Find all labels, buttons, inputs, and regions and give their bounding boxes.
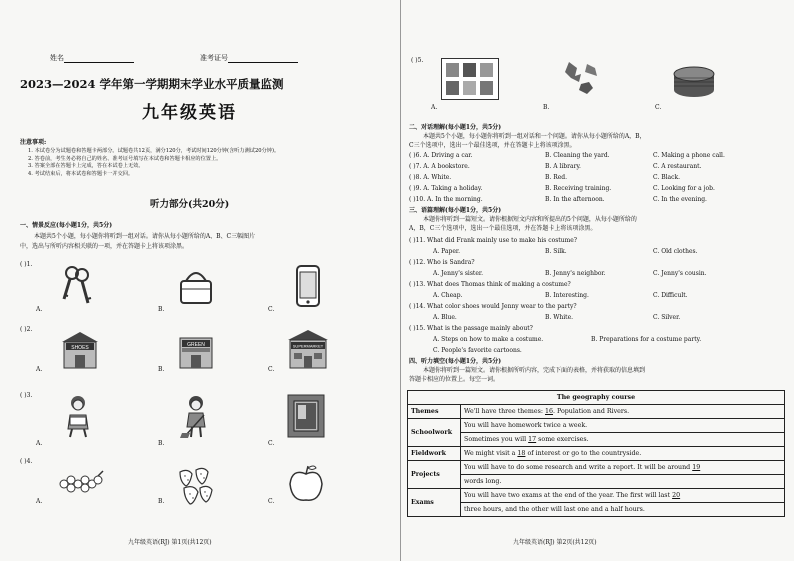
strawberries-icon bbox=[174, 462, 218, 506]
question-stem: ( )15. What is the passage mainly about? bbox=[409, 325, 533, 332]
option-label: A. bbox=[36, 306, 43, 313]
option-a: A. Blue. bbox=[433, 314, 457, 321]
page-footer: 九年级英语(RJ) 第1页(共12页) bbox=[128, 539, 212, 546]
name-line bbox=[64, 54, 134, 63]
section1-instruction: 本题共5个小题，每小题你将听到一组对话。请你从每小题所给的A、B、C三幅图片 bbox=[34, 233, 256, 240]
option-label: A. bbox=[36, 498, 43, 505]
option-c: C. Black. bbox=[653, 174, 680, 181]
section1-instruction: 中，选出与所听内容相关联的一项，并在答题卡上将该项涂黑。 bbox=[20, 243, 189, 250]
exam-number-line bbox=[228, 54, 298, 63]
section3-heading: 三、语篇理解(每小题1分，共5分) bbox=[409, 207, 502, 214]
row-header: Themes bbox=[408, 405, 461, 419]
question-row: ( )10. A. In the morning. bbox=[409, 196, 483, 203]
table-row bbox=[408, 419, 785, 433]
option-b: B. Interesting. bbox=[545, 292, 589, 299]
section4-instruction: 答题卡相应的位置上。每空一词。 bbox=[409, 376, 500, 383]
question-stem: ( )13. What does Thomas think of making a costume? bbox=[409, 281, 571, 288]
table-cell: You will have two exams at the end of the year. The first will last 20 bbox=[461, 489, 785, 503]
shop-sign-text: GREEN bbox=[187, 342, 205, 348]
table-row bbox=[408, 503, 785, 517]
table-cell: words long. bbox=[461, 475, 785, 489]
blank-16[interactable]: 16 bbox=[544, 408, 553, 415]
question-stem: ( )14. What color shoes would Jenny wear to the party? bbox=[409, 303, 577, 310]
leaves-icon bbox=[561, 58, 605, 102]
section3-instruction: A，B，C三个选项中，选出一个最佳选项，并在答题卡上将该项涂黑。 bbox=[409, 225, 597, 232]
note-item: 3. 答案全部在答题卡上完成，答在本试卷上无效。 bbox=[28, 163, 144, 169]
option-b: B. Red. bbox=[545, 174, 568, 181]
option-c: C. Looking for a job. bbox=[653, 185, 715, 192]
supermarket-icon bbox=[286, 326, 330, 370]
grapes-icon bbox=[56, 466, 106, 502]
geography-table bbox=[407, 390, 785, 517]
option-label: B. bbox=[158, 440, 165, 447]
shop-sign-text: SHOES bbox=[71, 345, 89, 351]
blank-17[interactable]: 17 bbox=[528, 436, 537, 443]
option-b: B. Jenny's neighbor. bbox=[545, 270, 606, 277]
shop-sign-text: SUPERMARKET bbox=[292, 343, 324, 349]
table-cell: We might visit a 18 of interest or go to the countryside. bbox=[461, 447, 785, 461]
row-header: Fieldwork bbox=[408, 447, 461, 461]
apple-icon bbox=[284, 462, 328, 506]
question-number: ( )2. bbox=[20, 326, 33, 333]
page-footer: 九年级英语(RJ) 第2页(共12页) bbox=[513, 539, 597, 546]
section2-heading: 二、对话理解(每小题1分，共5分) bbox=[409, 124, 502, 131]
note-item: 1. 本试卷分为试题卷和答题卡两部分。试题卷共12页，满分120分，考试时间120分钟(含听力测试20分钟)。 bbox=[28, 148, 280, 154]
table-row bbox=[408, 489, 785, 503]
table-cell: You will have homework twice a week. bbox=[461, 419, 785, 433]
right-page bbox=[400, 0, 794, 561]
question-number: ( )5. bbox=[411, 57, 424, 64]
row-header: Exams bbox=[408, 489, 461, 517]
girl-reading-icon bbox=[58, 393, 96, 437]
option-label: C. bbox=[268, 498, 275, 505]
photos-icon bbox=[441, 58, 499, 100]
option-label: B. bbox=[158, 366, 165, 373]
section2-instruction: 本题共5个小题，每小题你将听到一组对话和一个问题。请你从每小题所给的A，B， bbox=[423, 133, 646, 140]
table-row bbox=[408, 475, 785, 489]
option-a: A. Cheap. bbox=[433, 292, 463, 299]
option-label: C. bbox=[268, 306, 275, 313]
note-item: 2. 答卷前，考生务必将自己的姓名、准考证号填写在本试卷和答题卡相应的位置上。 bbox=[28, 155, 222, 162]
option-label: A. bbox=[36, 366, 43, 373]
question-row: ( )9. A. Taking a holiday. bbox=[409, 185, 483, 192]
option-label: B. bbox=[158, 498, 165, 505]
section4-heading: 四、听力填空(每小题1分，共5分) bbox=[409, 358, 502, 365]
window-icon bbox=[286, 393, 324, 437]
row-header: Schoolwork bbox=[408, 419, 461, 447]
option-b: B. In the afternoon. bbox=[545, 196, 605, 203]
option-a: A. Paper. bbox=[433, 248, 460, 255]
question-row: ( )8. A. White. bbox=[409, 174, 452, 181]
table-cell: You will have to do some research and write a report. It will be around 19 bbox=[461, 461, 785, 475]
option-label: A. bbox=[36, 440, 43, 447]
exam-title: 2023—2024 学年第一学期期末学业水平质量监测 bbox=[20, 77, 284, 91]
option-c: C. A restaurant. bbox=[653, 163, 702, 170]
option-a: A. Jenny's sister. bbox=[433, 270, 484, 277]
table-row bbox=[408, 461, 785, 475]
exam-number-field bbox=[200, 54, 298, 63]
section1-heading: 一、情景反应(每小题1分，共5分) bbox=[20, 222, 113, 229]
option-c: C. Old clothes. bbox=[653, 248, 698, 255]
blank-20[interactable]: 20 bbox=[672, 492, 681, 499]
table-cell: three hours, and the other will last one and a half hours. bbox=[461, 503, 785, 517]
option-b: B. Preparations for a costume party. bbox=[591, 336, 702, 343]
coins-icon bbox=[671, 60, 717, 100]
exam-number-label: 准考证号 bbox=[200, 54, 228, 62]
name-label: 姓名 bbox=[50, 54, 64, 62]
question-stem: ( )11. What did Frank mainly use to make his costume? bbox=[409, 237, 578, 244]
option-c: C. Making a phone call. bbox=[653, 152, 725, 159]
blank-19[interactable]: 19 bbox=[692, 464, 701, 471]
notes-list bbox=[28, 148, 279, 178]
section4-instruction: 本题你将听到一篇短文。请你根据所听内容，完成下面的表格，并将获取的信息填到 bbox=[423, 367, 646, 374]
option-b: B. Silk. bbox=[545, 248, 567, 255]
row-header: Projects bbox=[408, 461, 461, 489]
name-field bbox=[50, 54, 134, 63]
table-cell: We'll have three themes: 16. Population and Rivers. bbox=[461, 405, 785, 419]
table-title-row bbox=[408, 391, 785, 405]
keys-icon bbox=[58, 263, 96, 307]
table-row bbox=[408, 447, 785, 461]
question-number: ( )3. bbox=[20, 392, 33, 399]
option-label: C. bbox=[268, 366, 275, 373]
handbag-icon bbox=[176, 263, 214, 307]
section2-instruction: C三个选项中，选出一个最佳选项，并在答题卡上将该项涂黑。 bbox=[409, 142, 576, 149]
option-label: C. bbox=[268, 440, 275, 447]
option-b: B. Cleaning the yard. bbox=[545, 152, 610, 159]
table-title: The geography course bbox=[408, 391, 785, 405]
option-c: C. Difficult. bbox=[653, 292, 688, 299]
table-row bbox=[408, 433, 785, 447]
question-number: ( )4. bbox=[20, 458, 33, 465]
listening-title: 听力部分(共20分) bbox=[150, 199, 230, 210]
subject-title: 九年级英语 bbox=[142, 103, 237, 123]
blank-18[interactable]: 18 bbox=[517, 450, 526, 457]
option-label: B. bbox=[158, 306, 165, 313]
option-b: B. White. bbox=[545, 314, 574, 321]
option-label: C. bbox=[655, 104, 662, 111]
option-b: B. A library. bbox=[545, 163, 581, 170]
girl-sweeping-icon bbox=[176, 393, 214, 437]
table-cell: Sometimes you will 17 some exercises. bbox=[461, 433, 785, 447]
question-row: ( )6. A. Driving a car. bbox=[409, 152, 473, 159]
note-item: 4. 考试结束后，将本试卷和答题卡一并交回。 bbox=[28, 170, 134, 177]
section3-instruction: 本题你将听到一篇短文。请你根据短文内容和所提出的5个问题，从每小题所给的 bbox=[423, 216, 637, 223]
option-label: A. bbox=[431, 104, 438, 111]
table-row bbox=[408, 405, 785, 419]
option-a: A. Steps on how to make a costume. bbox=[433, 336, 544, 343]
notes-heading: 注意事项: bbox=[20, 139, 47, 146]
option-c: C. In the evening. bbox=[653, 196, 707, 203]
shoe-shop-icon bbox=[60, 326, 98, 370]
option-label: B. bbox=[543, 104, 550, 111]
question-row: ( )7. A. A bookstore. bbox=[409, 163, 470, 170]
phone-icon bbox=[288, 263, 326, 307]
question-number: ( )1. bbox=[20, 261, 33, 268]
option-c: C. People's favorite cartoons. bbox=[433, 347, 522, 354]
green-shop-icon bbox=[176, 326, 214, 370]
option-c: C. Jenny's cousin. bbox=[653, 270, 707, 277]
option-b: B. Receiving training. bbox=[545, 185, 612, 192]
question-stem: ( )12. Who is Sandra? bbox=[409, 259, 475, 266]
option-c: C. Silver. bbox=[653, 314, 681, 321]
